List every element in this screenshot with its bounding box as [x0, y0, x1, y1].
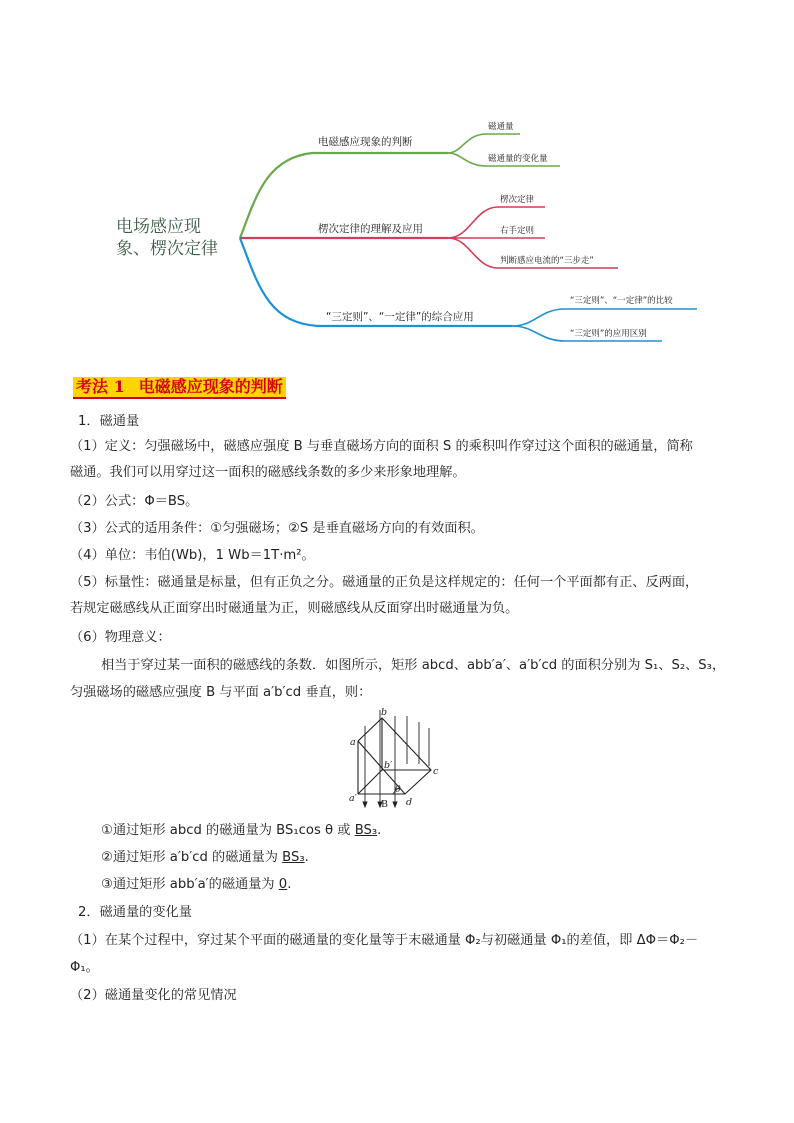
para-9: （2）磁通量变化的常见情况	[70, 988, 237, 1003]
para-7b: 匀强磁场的磁感应强度 B 与平面 a′b′cd 垂直，则：	[70, 685, 372, 700]
leaf-label-1-2: 磁通量的变化量	[488, 154, 548, 164]
para-4: （4）单位：韦伯(Wb)，1 Wb＝1T·m²。	[70, 548, 315, 563]
para-8a: （1）在某个过程中，穿过某个平面的磁通量的变化量等于末磁通量 Φ₂与初磁通量 Φ₁的差值，即 ΔΦ＝Φ₂－	[70, 933, 699, 948]
para-8b: Φ₁。	[70, 960, 99, 975]
question-1-answer: BS₃	[354, 823, 378, 838]
label-d: d	[406, 797, 413, 808]
question-2	[101, 847, 765, 869]
leaf-label-2-3: 判断感应电流的“三步走”	[500, 256, 594, 266]
label-B: B	[381, 799, 388, 810]
question-1-end: .	[377, 823, 382, 838]
question-3-text: ③通过矩形 abb′a′的磁通量为	[101, 877, 279, 892]
branch-label-2: 楞次定律的理解及应用	[318, 223, 423, 235]
para-1b: 磁通。我们可以用穿过这一面积的磁感线条数的多少来形象地理解。	[70, 465, 466, 480]
question-1-text: ①通过矩形 abcd 的磁通量为	[101, 823, 277, 838]
leaf-label-3-1: “三定则”、“一定律”的比较	[570, 296, 673, 306]
label-theta: θ	[395, 784, 401, 795]
label-a-prime: a′	[349, 793, 357, 804]
para-2: （2）公式：Φ＝BS。	[70, 494, 199, 509]
label-a: a	[350, 737, 356, 748]
section-title: 电磁感应现象的判断	[138, 377, 283, 396]
para-1a: （1）定义：匀强磁场中，磁感应强度 B 与垂直磁场方向的面积 S 的乘积叫作穿过这个面积的磁通量，简称	[70, 439, 693, 454]
question-1-or: 或	[333, 823, 355, 838]
section-header	[73, 377, 286, 399]
mindmap	[0, 0, 794, 350]
para-6: （6）物理意义：	[70, 630, 171, 645]
para-5b: 若规定磁感线从正面穿出时磁通量为正，则磁感线从反面穿出时磁通量为负。	[70, 601, 519, 616]
branch-label-1: 电磁感应现象的判断	[318, 136, 413, 148]
leaf-line-1-1	[448, 134, 520, 153]
mindmap-root	[116, 216, 218, 260]
label-b-prime: b′	[384, 760, 393, 771]
question-1-expr: BS₁cos θ	[276, 823, 334, 838]
question-2-answer: BS₃	[282, 850, 305, 865]
leaf-label-3-2: “三定则”的应用区别	[570, 329, 647, 339]
para-3: （3）公式的适用条件：①匀强磁场；②S 是垂直磁场方向的有效面积。	[70, 521, 484, 536]
leaf-label-1-1: 磁通量	[488, 122, 514, 132]
leaf-label-2-1: 楞次定律	[500, 195, 535, 205]
leaf-line-3-1	[512, 309, 697, 326]
question-3-end: .	[287, 877, 292, 892]
heading-2: 2．磁通量的变化量	[78, 905, 192, 920]
question-3-answer: 0	[278, 877, 288, 892]
mindmap-root-line-2: 象、楞次定律	[116, 239, 218, 259]
heading-1: 1．磁通量	[78, 414, 140, 429]
para-5a: （5）标量性：磁通量是标量，但有正负之分。磁通量的正负是这样规定的：任何一个平面都有正、反两面，	[70, 575, 699, 590]
section-tag: 考法 1	[76, 377, 125, 396]
branch-label-3: “三定则”、“一定律”的综合应用	[326, 311, 474, 323]
leaf-label-2-2: 右手定则	[500, 226, 535, 236]
flux-rectangle-figure	[345, 708, 455, 814]
para-7a: 相当于穿过某一面积的磁感线的条数．如图所示，矩形 abcd、abb′a′、a′b′cd 的面积分别为 S₁、S₂、S₃，	[101, 658, 726, 673]
mindmap-root-line-1: 电场感应现	[116, 217, 201, 237]
question-2-text: ②通过矩形 a′b′cd 的磁通量为	[101, 850, 283, 865]
question-2-end: .	[304, 850, 309, 865]
rectangles	[358, 718, 431, 794]
question-1	[101, 820, 765, 842]
question-3	[101, 874, 765, 896]
label-c: c	[433, 766, 439, 777]
label-b: b	[381, 708, 388, 718]
